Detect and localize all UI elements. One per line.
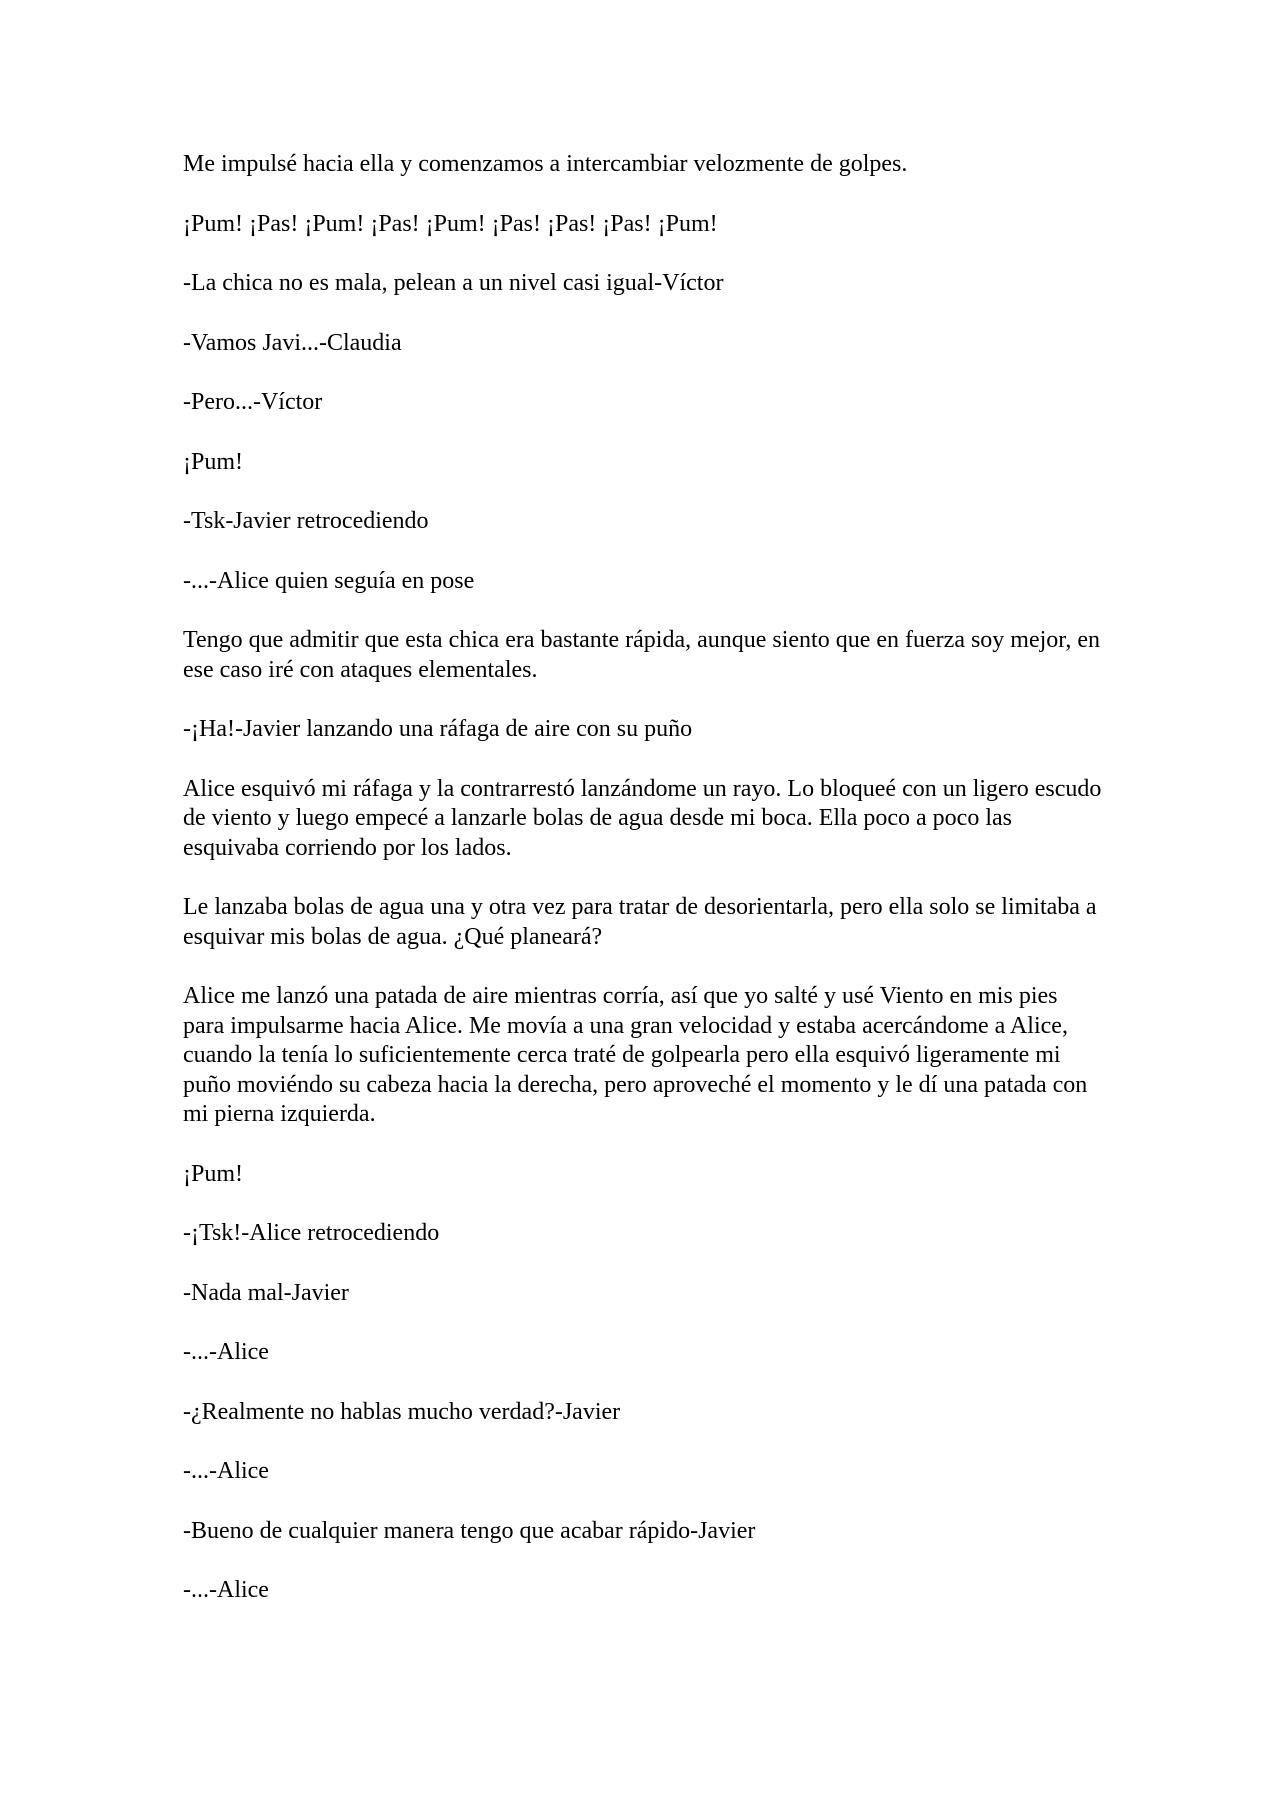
paragraph: -...-Alice — [183, 1458, 269, 1484]
paragraph: Alice esquivó mi ráfaga y la contrarrestó lanzándome un rayo. Lo bloqueé con un ligero escudo de viento y luego empecé a lanzarle bolas de agua desde mi boca. Ella poco a poco las esquivaba corriendo por los lados. — [183, 775, 1102, 861]
paragraph: -Pero...-Víctor — [183, 389, 323, 415]
paragraph: -¡Ha!-Javier lanzando una ráfaga de aire con su puño — [183, 716, 693, 742]
paragraph: -¿Realmente no hablas mucho verdad?-Javier — [183, 1398, 621, 1425]
paragraph: ¡Pum! — [183, 448, 243, 475]
paragraph: Alice me lanzó una patada de aire mientras corría, así que yo salté y usé Viento en mis pies para impulsarme hacia Alice. Me movía a una gran velocidad y estaba acercándome a Alice, cuando la tenía lo suficientemente cerca traté de golpearla pero ella esquivó ligeramente mi puño moviéndo su cabeza hacia la derecha, pero aproveché el momento y le dí una patada con mi pierna izquierda. — [183, 983, 1088, 1127]
paragraph: ¡Pum! ¡Pas! ¡Pum! ¡Pas! ¡Pum! ¡Pas! ¡Pas! ¡Pas! ¡Pum! — [183, 210, 718, 237]
paragraph: -...-Alice — [183, 1339, 269, 1365]
paragraph: Le lanzaba bolas de agua una y otra vez para tratar de desorientarla, pero ella solo se limitaba a esquivar mis bolas de agua. ¿Qué planeará? — [183, 894, 1097, 950]
paragraph: Me impulsé hacia ella y comenzamos a intercambiar velozmente de golpes. — [183, 151, 908, 177]
document-body — [183, 150, 1103, 1636]
paragraph: -Bueno de cualquier manera tengo que acabar rápido-Javier — [183, 1517, 756, 1544]
paragraph: -Vamos Javi...-Claudia — [183, 329, 402, 356]
paragraph: -...-Alice quien seguía en pose — [183, 567, 475, 594]
paragraph: -Tsk-Javier retrocediendo — [183, 508, 429, 534]
paragraph: -¡Tsk!-Alice retrocediendo — [183, 1220, 440, 1246]
paragraph: -Nada mal-Javier — [183, 1279, 349, 1306]
paragraph: Tengo que admitir que esta chica era bastante rápida, aunque siento que en fuerza soy mejor, en ese caso iré con ataques elementales. — [183, 627, 1100, 683]
paragraph: -...-Alice — [183, 1577, 269, 1603]
paragraph: ¡Pum! — [183, 1160, 243, 1187]
paragraph: -La chica no es mala, pelean a un nivel casi igual-Víctor — [183, 270, 724, 296]
